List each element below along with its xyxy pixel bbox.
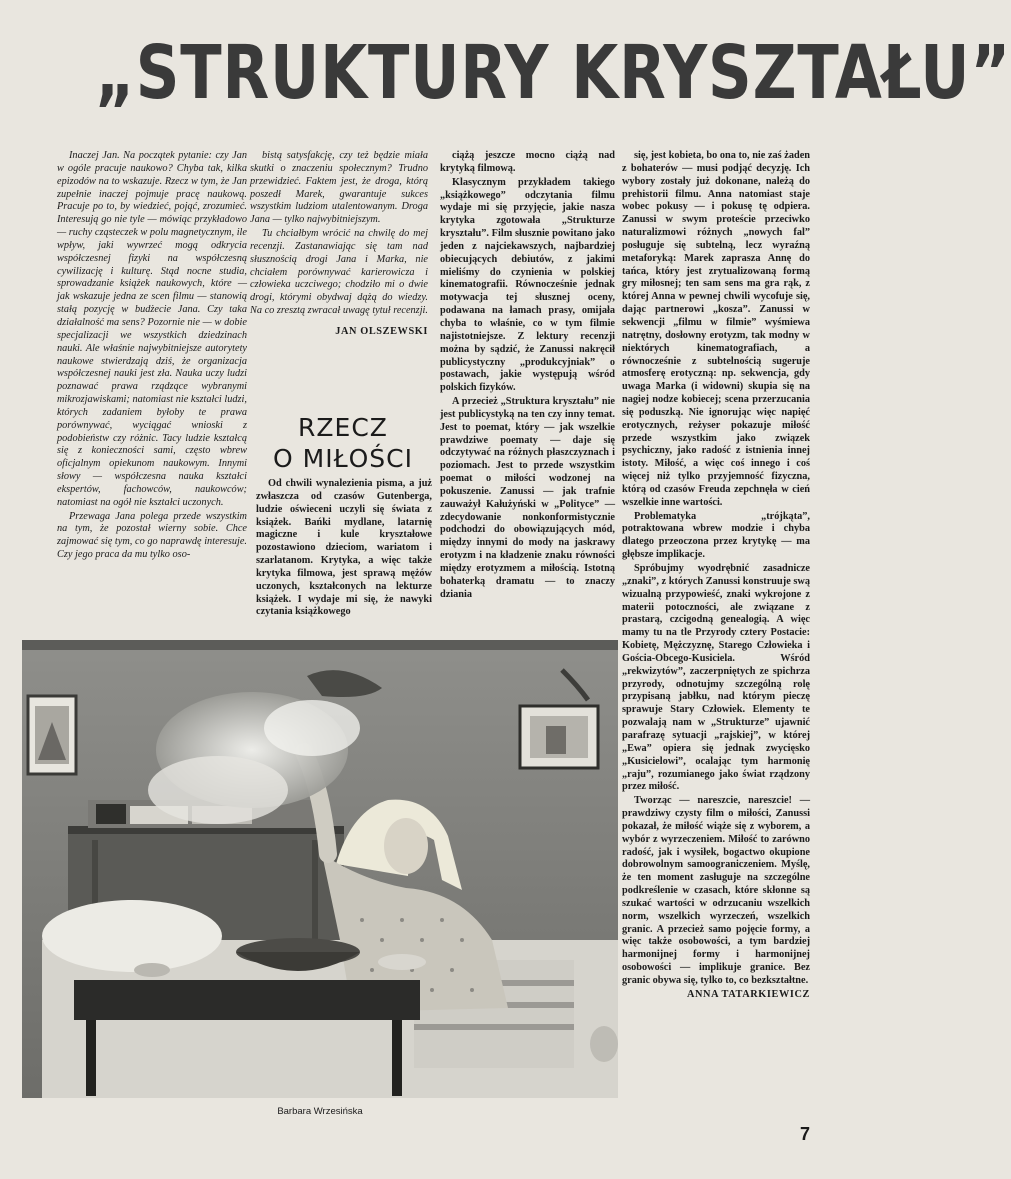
page-number: 7 [799,1124,810,1144]
article-column-4 [440,150,615,636]
subhead-line: O MIŁOŚCI [273,444,413,473]
article-column-3 [256,478,432,636]
author-signature: JAN OLSZEWSKI [335,325,428,337]
paragraph: Klasycznym przykładem takiego „książkowego” odczytania filmu wydaje mi się przyjęcie, jakie nasza krytyka zgotowała „Strukturze kryształu”. Film słusznie powitano jako jeden z najciekawszych, najbardziej obiecujących debiutów, z jakimi mieliśmy do czynienia w polskiej kinematografii. Równocześnie jednak motywacja tej słusznej oceny, podawana na łamach prasy, omijała chyba to właśnie, co w tym filmie najistotniejsze. Z lektury recenzji można by sądzić, że Zanussi nakręcił publicystyczny „produkcyjniak” o postawach, jakie występują wśród polskich fizyków. [440,176,615,394]
section-subhead [258,412,428,474]
paragraph: Spróbujmy wyodrębnić zasadnicze „znaki”, z których Zanussi konstruuje swą wizualną przypowieść, znaki wykrojone z materii potoczności, ale związane z prastarą, czcigodną genealogią. A więc mamy tu na tle Przyrody cztery Postacie: Kobietę, Mężczyznę, Starego Człowieka i Gościa-Obcego-Kusiciela. Wśród „rekwizytów”, zaczerpniętych ze spichrza przyrody, odnotujmy szczególną rolę przypisaną jabłku, nad którym pieczę sprawuje Stary Człowiek. Elementy te pozwalają nam w „Strukturze” ujawnić parafrazę sytuacji „rajskiej”, w której „Ewa” opiera się jednak zwycięsko „Kusicielowi”, ocalając tym harmonię „raju”, rozumianego jako świat rządzony przez miłość. [622,563,810,793]
film-still-photo [22,640,618,1098]
paragraph: Inaczej Jan. Na początek pytanie: czy Jan w ogóle pracuje naukowo? Chyba tak, kilka epizodów na to wskazuje. Rzecz w tym, że Jan zupełnie inaczej pojmuje pracę naukową. Pracuje po to, by wiedzieć, pojąć, zrozumieć. Interesują go nie tyle — mówiąc przykładowo — ruchy cząsteczek w polu magnetycznym, ile wpływ, jaki wywrzeć mogą odkrycia współczesnej fizyki na współczesną cywilizację i kulturę. Stąd nocne studia, sprowadzanie książek naukowych, które — jak wskazuje jedna ze scen filmu — stanowią stałą pozycję w budżecie Jana. Czy taka działalność ma sens? Pozornie nie — w dobie specjalizacji we wszystkich dziedzinach nauki. Ale właśnie najwybitniejsze autorytety naukowe stwierdzają dziś, że organizacja współczesnej nauki jest zła. Nauka uczy ludzi poznawać prawa rządzące wybranymi mikrozjawiskami; natomiast nie kształci ludzi, których zadaniem byłoby te prawa porównywać, wyciągać wnioski z podobieństw czy różnic. Tacy ludzie kształcą się z konieczności sami, często wbrew oficjalnym opiekunom naukowym. Innymi słowy — współczesna nauka kształci ekspertów, fachowców, naukowców; natomiast na ogół nie kształci uczonych. [57,150,247,508]
paragraph: Od chwili wynalezienia pisma, a już zwłaszcza od czasów Gutenberga, ludzie oświeceni uczyli się świata z książek. Bańki mydlane, latarnię magiczne i kule kryształowe pozostawiono dzieciom, wariatom i szarlatanom. Krytyka, a więc także krytyka filmowa, jest sprawą mężów uczonych, kształconych na lekturze książek. I wydaje mi się, że nawyki czytania książkowego [256,478,432,618]
left-picture-frame [28,696,76,774]
article-column-1 [57,150,247,626]
paragraph: Problematyka „trójkąta”, potraktowana wbrew modzie i chyba dlatego przeoczona przez krytykę — ma głębsze implikacje. [622,510,810,561]
paragraph: bistą satysfakcję, czy też będzie miała skutki o znaczeniu społecznym? Trudno przewidzieć. Faktem jest, że droga, którą poszedł Marek, gwarantuje sukces wszystkim ludziom utalentowanym. Droga Jana — tylko najwybitniejszym. [250,150,428,226]
paragraph: Tworząc — nareszcie, nareszcie! — prawdziwy czysty film o miłości, Zanussi pokazał, że miłość wiąże się z wyborem, a wybór z wyrzeczeniem. Miłość to zarówno radość, jak i wysiłek, bogactwo okupione dobrowolnym samoograniczeniem. Myślę, że ten moment zasługuje na szczególne podkreślenie w czasach, które skłonne są szukać wartości w odrzucaniu wszelkich norm, wszelkich wyrzeczeń, wszelkich granic. A przecież samo pojęcie formy, a więc także osobowości, a tym bardziej harmonijnej formy i harmonijnej osobowości — implikuje granice. Bez granic obywa się, tylko to, co bezkształtne. [622,795,810,986]
slippers [590,1026,618,1062]
author-signature: ANNA TATARKIEWICZ [686,988,810,1000]
photo-caption: Barbara Wrzesińska [277,1106,363,1117]
headline: „STRUKTURY KRYSZTAŁU” [95,30,1011,116]
subhead-line: RZECZ [298,413,388,442]
paragraph: ciążą jeszcze mocno ciążą nad krytyką filmową. [440,150,615,174]
paragraph: się, jest kobieta, bo ona to, nie zaś żaden z bohaterów — musi podjąć decyzję. Ich wybory zostały już dokonane, należą do prehistorii filmu. Anna natomiast staje wobec pokusy — i pokusę tę odpiera. Zanussi w swym proteście przeciwko naturalizmowi różnych „nowych fal” posługuje się subtelną, lecz wyraźną metaforyką: Marek zaprasza Annę do tańca, który jest zrytualizowaną formą gry miłosnej; ten sam sens ma gra rąk, z której Anna w pewnej chwili wycofuje się, dając partnerowi „kosza”. Zanussi w sekwencji „filmu w filmie” wyśmiewa natrętny, dosłowny erotyzm, tak modny w niektórych kinematografiach, a równocześnie z subtelnością sugeruje atmosferę erotyczną: np. sekwencja, gdy uwaga Marka (i widowni) skupia się na nagiej nodze kobiecej; scena przerzucania się poduszką. Nie ignorując więc napięć erotycznych, reżyser pokazuje miłość przede wszystkim jako związek psychiczny, jako radość z istnienia innej istoty. Miłość, a więc coś innego i coś więcej niż tylko przyjemność fizyczna, którą od czasów Freuda zepchnęła w cień wszelkie inne wartości. [622,150,810,508]
paragraph: A przecież „Struktura kryształu” nie jest publicystyką na ten czy inny temat. Jest to poemat, który — jak wszelkie prawdziwe poematy — daje się odczytywać na różnych płaszczyznach i poziomach. Jest to przede wszystkim poemat o miłości wodzonej na pokuszenie. Zanussi — jak trafnie zauważył Kałużyński w „Polityce” — zdecydowanie nonkonformistycznie podchodzi do obowiązujących mód, między innymi do mody na jaskrawy erotyzm i na kładzenie znaku równości między erotyzmem a miłością. Istotną bohaterką dramatu — to znaczy dziania [440,396,615,600]
article-column-2 [250,150,428,366]
right-picture-frame [520,706,598,768]
paragraph: Tu chciałbym wrócić na chwilę do mej recenzji. Zastanawiając się tam nad słusznością drogi Jana i Marka, nie chciałem porównywać karierowicza i człowieka uczciwego; chodziło mi o dwie drogi, którymi obydwaj dążą do wiedzy. Na co zresztą zwracał uwagę tytuł recenzji. [250,228,428,317]
article-column-5 [622,150,810,1082]
paragraph: Przewaga Jana polega przede wszystkim na tym, że pozostał wierny sobie. Chce zajmować się tym, co go naprawdę interesuje. Czy jego praca da mu tylko oso- [57,510,247,561]
